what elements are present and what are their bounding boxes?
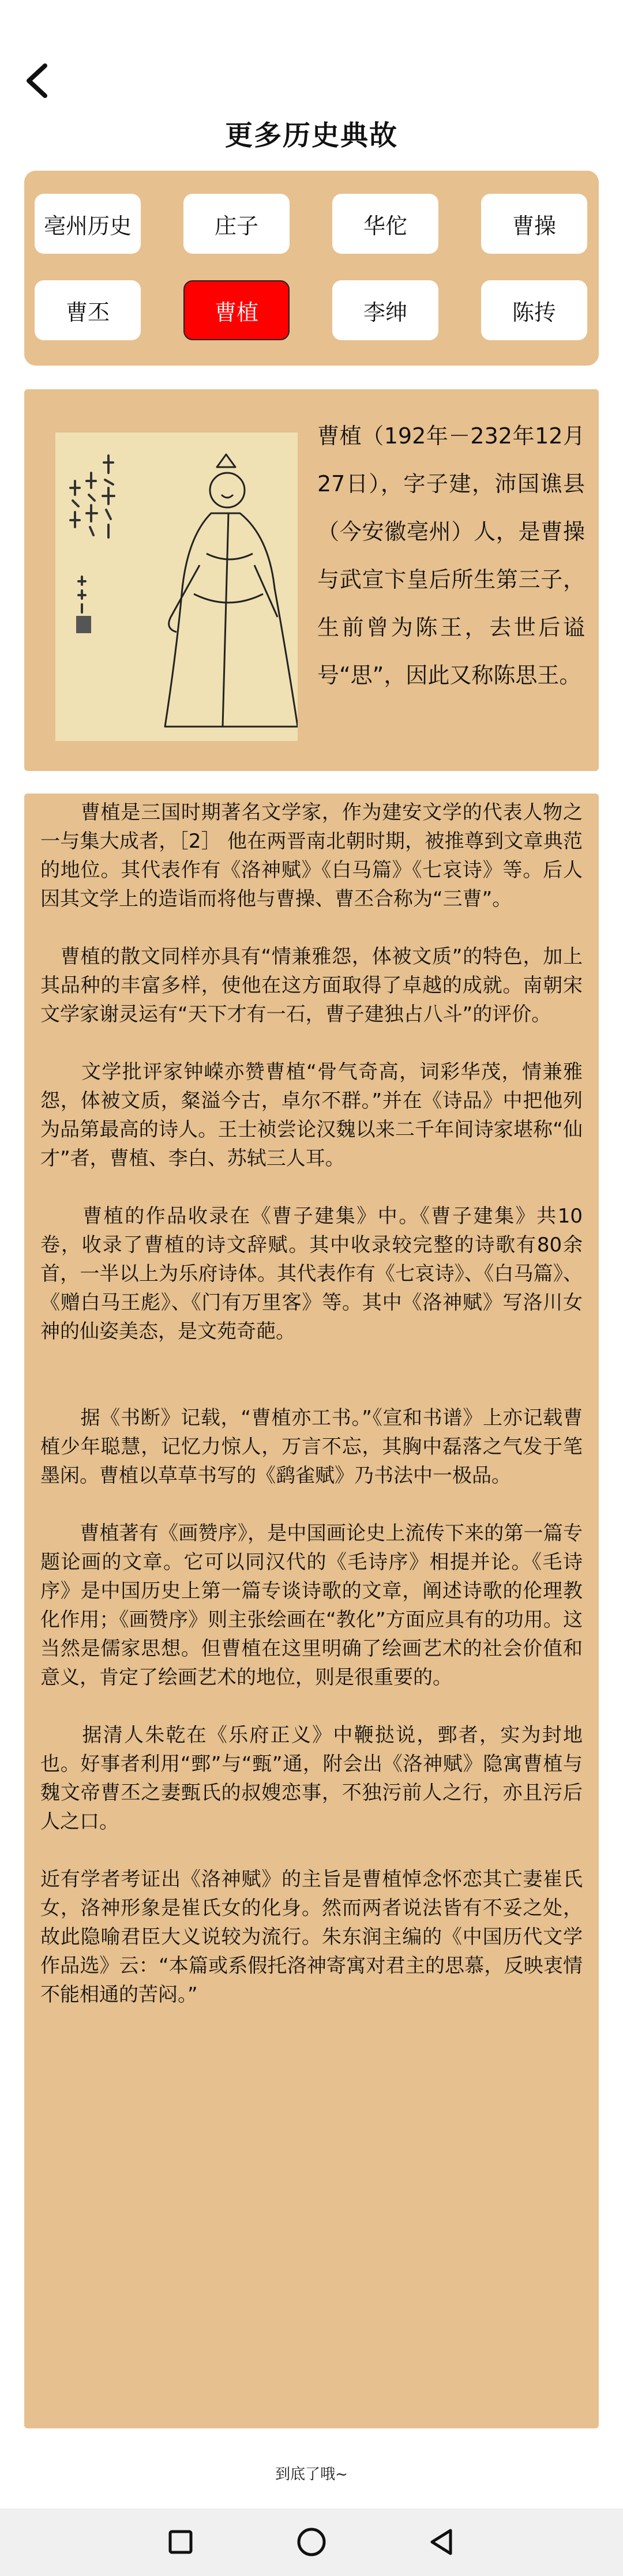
back-button[interactable] — [16, 58, 57, 104]
portrait-image — [55, 433, 298, 741]
article-paragraph: 据清人朱乾在《乐府正义》中鞭挞说，鄄者，实为封地也。好事者利用“鄄”与“甄”通，附会出《洛神赋》隐寓曹植与魏文帝曹丕之妻甄氏的叔嫂恋事，不独污前人之行，亦且污后人之口。 — [40, 1724, 583, 1833]
system-back-button[interactable] — [425, 2525, 460, 2559]
article-spacer — [40, 1375, 583, 1404]
article-spacer — [40, 1346, 583, 1375]
intro-card — [24, 389, 599, 771]
article-body — [24, 794, 599, 2428]
article-paragraph: 近有学者考证出《洛神赋》的主旨是曹植悼念怀恋其亡妻崔氏女，洛神形象是崔氏女的化身。然而两者说法皆有不妥之处，故此隐喻君臣大义说较为流行。朱东润主编的《中国历代文学作品选》云：“本篇或系假托洛神寄寓对君主的思慕，反映衷情不能相通的苦闷。” — [40, 1868, 583, 2006]
square-recent-apps-icon — [163, 2525, 198, 2559]
tag-huatuo[interactable]: 华佗 — [332, 194, 438, 254]
chevron-left-icon — [16, 58, 57, 104]
system-nav-bar — [0, 2509, 623, 2576]
tag-caocao[interactable]: 曹操 — [481, 194, 587, 254]
article-paragraph: 据《书断》记载，“曹植亦工书。”《宣和书谱》上亦记载曹植少年聪慧，记忆力惊人，万言不忘，其胸中磊落之气发于笔墨闲。曹植以草草书写的《鹞雀赋》乃书法中一极品。 — [40, 1407, 583, 1487]
intro-summary: 曹植（192年－232年12月27日），字子建，沛国谯县（今安徽亳州）人，是曹操与武宣卞皇后所生第三子，生前曾为陈王，去世后谥号“思”，因此又称陈思王。 — [317, 423, 585, 688]
tag-zhuangzi[interactable]: 庄子 — [183, 194, 290, 254]
tag-caozhi[interactable]: 曹植 — [183, 280, 290, 340]
article-spacer — [40, 1836, 583, 1865]
tag-lishen[interactable]: 李绅 — [332, 280, 438, 340]
article-spacer — [40, 1692, 583, 1721]
category-tag-panel — [24, 171, 599, 366]
home-button[interactable] — [294, 2525, 329, 2559]
article-paragraph: 曹植著有《画赞序》，是中国画论史上流传下来的第一篇专题论画的文章。它可以同汉代的《毛诗序》相提并论。《毛诗序》是中国历史上第一篇专谈诗歌的文章，阐述诗歌的伦理教化作用；《画赞序》则主张绘画在“教化”方面应具有的功用。这当然是儒家思想。但曹植在这里明确了绘画艺术的社会价值和意义，肯定了绘画艺术的地位，则是很重要的。 — [40, 1522, 583, 1689]
circle-home-icon — [294, 2525, 329, 2559]
triangle-back-icon — [425, 2525, 460, 2559]
article-paragraph: 曹植的作品收录在《曹子建集》中。《曹子建集》共10卷，收录了曹植的诗文辞赋。其中收录较完整的诗歌有80余首，一半以上为乐府诗体。其代表作有《七哀诗》、《白马篇》、《赠白马王彪》、《门有万里客》等。其中《洛神赋》写洛川女神的仙姿美态，是文苑奇葩。 — [40, 1205, 583, 1343]
article-spacer — [40, 1490, 583, 1519]
end-of-list-note: 到底了哦~ — [275, 2466, 348, 2483]
tag-caopi[interactable]: 曹丕 — [35, 280, 141, 340]
article-paragraph: 曹植的散文同样亦具有“情兼雅怨，体被文质”的特色，加上其品种的丰富多样，使他在这方面取得了卓越的成就。南朝宋文学家谢灵运有“天下才有一石，曹子建独占八斗”的评价。 — [40, 945, 583, 1026]
article-spacer — [40, 913, 583, 942]
page-title: 更多历史典故 — [224, 119, 398, 152]
article-spacer — [40, 1029, 583, 1058]
article-paragraph: 曹植是三国时期著名文学家，作为建安文学的代表人物之一与集大成者，［2］ 他在两晋南北朝时期，被推尊到文章典范的地位。其代表作有《洛神赋》《白马篇》《七哀诗》等。后人因其文学上的造诣而将他与曹操、曹丕合称为“三曹”。 — [40, 801, 583, 911]
recent-apps-button[interactable] — [163, 2525, 198, 2559]
article-spacer — [40, 1173, 583, 1202]
tag-chentuan[interactable]: 陈抟 — [481, 280, 587, 340]
cao-zhi-portrait-image — [55, 433, 298, 741]
tag-bozhou-history[interactable]: 亳州历史 — [35, 194, 141, 254]
article-paragraph: 文学批评家钟嵘亦赞曹植“骨气奇高，词彩华茂，情兼雅怨，体被文质，粲溢今古，卓尔不群。”并在《诗品》中把他列为品第最高的诗人。王士祯尝论汉魏以来二千年间诗家堪称“仙才”者，曹植、李白、苏轼三人耳。 — [40, 1061, 583, 1170]
